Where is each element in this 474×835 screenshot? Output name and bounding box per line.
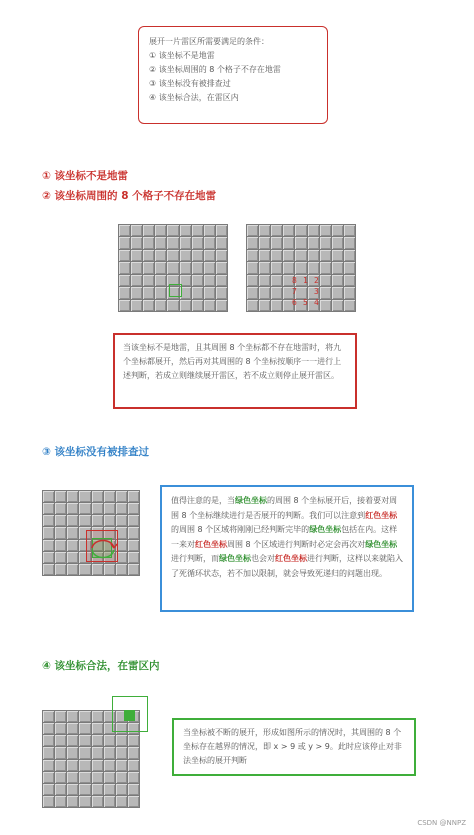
note-segment: 周围 8 个区域进行判断时必定会再次对 (227, 539, 366, 549)
grid-cell (43, 711, 54, 722)
grid-cell (192, 275, 203, 286)
grid-cell (308, 225, 319, 236)
grid-cell (128, 760, 139, 771)
grid-cell (216, 300, 227, 311)
grid-cell (43, 760, 54, 771)
grid-cell (55, 503, 66, 514)
grid-cell (79, 711, 90, 722)
grid-cell (104, 747, 115, 758)
grid-cell (283, 237, 294, 248)
grid-cell (247, 237, 258, 248)
grid-cell (55, 784, 66, 795)
grid-cell (67, 540, 78, 551)
grid-cell (67, 503, 78, 514)
grid-cell (116, 491, 127, 502)
grid-cell (332, 300, 343, 311)
grid-cell (43, 747, 54, 758)
heading-condition-1: ① 该坐标不是地雷 (42, 170, 129, 182)
grid-cell (332, 262, 343, 273)
grid-cell (55, 564, 66, 575)
grid-cell (131, 250, 142, 261)
heading-condition-3: ③ 该坐标没有被排查过 (42, 446, 150, 458)
grid-cell (55, 491, 66, 502)
grid-cell (116, 796, 127, 807)
grid-cell (216, 225, 227, 236)
grid-cell (167, 250, 178, 261)
grid-cell (55, 772, 66, 783)
grid-cell (143, 262, 154, 273)
grid-cell (180, 262, 191, 273)
grid-cell (167, 225, 178, 236)
grid-cell (295, 225, 306, 236)
grid-cell (43, 735, 54, 746)
grid-cell (332, 250, 343, 261)
grid-cell (283, 225, 294, 236)
grid-cell (55, 796, 66, 807)
note-segment: 进行判断，这样以来就陷入了死循环状态，若不加以限制，就会导致死递归的问题出现。 (171, 554, 403, 578)
grid-cell (155, 225, 166, 236)
grid-cell (128, 784, 139, 795)
grid-cell (116, 735, 127, 746)
grid-cell (67, 491, 78, 502)
grid-cell (259, 250, 270, 261)
grid-cell (295, 287, 306, 298)
grid-cell (344, 262, 355, 273)
intro-box (138, 26, 328, 124)
grid-cell (271, 250, 282, 261)
red-coordinate-term: 红色坐标 (275, 554, 307, 563)
grid-cell (320, 225, 331, 236)
note-box-condition-4 (172, 718, 416, 776)
grid-cell (43, 723, 54, 734)
grid-cell (167, 237, 178, 248)
grid-cell (271, 287, 282, 298)
grid-cell (92, 796, 103, 807)
grid-cell (332, 237, 343, 248)
grid-cell (143, 225, 154, 236)
grid-cell (344, 225, 355, 236)
heading-condition-4: ④ 该坐标合法，在雷区内 (42, 660, 160, 672)
grid-cell (247, 300, 258, 311)
grid-cell (131, 237, 142, 248)
note-text-condition-12: 当该坐标不是地雷，且其周围 8 个坐标都不存在地雷时，将九个坐标都展开，然后再对其周围的 8 个坐标按顺序一一进行上述判断，若成立则继续展开雷区，若不成立则停止展开雷区。 (123, 343, 342, 380)
grid-cell (143, 275, 154, 286)
grid-cell (67, 747, 78, 758)
green-coordinate-term: 绿色坐标 (365, 539, 398, 549)
grid-cell (204, 287, 215, 298)
grid-cell (155, 300, 166, 311)
grid-cell (92, 491, 103, 502)
grid-cell (119, 225, 130, 236)
grid-cell (92, 711, 103, 722)
grid-cell (92, 515, 103, 526)
grid-cell (167, 300, 178, 311)
grid-cell (180, 237, 191, 248)
grid-cell (116, 747, 127, 758)
grid-cell (67, 735, 78, 746)
grid-cell (143, 300, 154, 311)
intro-title: 展开一片雷区所需要满足的条件： (149, 37, 269, 46)
grid-cell (79, 747, 90, 758)
grid-cell (131, 275, 142, 286)
grid-cell (92, 760, 103, 771)
grid-cell (128, 747, 139, 758)
grid-cell (271, 275, 282, 286)
grid-cell (271, 300, 282, 311)
grid-cell (320, 275, 331, 286)
number-5: 5 (303, 298, 308, 307)
minefield-grid-a (118, 224, 228, 312)
grid-cell (320, 262, 331, 273)
loop-arrow-icon (86, 534, 120, 566)
grid-cell (55, 723, 66, 734)
grid-cell (116, 760, 127, 771)
grid-cell (128, 552, 139, 563)
grid-cell (271, 262, 282, 273)
grid-cell (259, 237, 270, 248)
grid-cell (167, 262, 178, 273)
grid-cell (344, 275, 355, 286)
grid-cell (128, 772, 139, 783)
heading-condition-2: ② 该坐标周围的 8 个格子不存在地雷 (42, 190, 217, 202)
grid-cell (92, 723, 103, 734)
grid-cell (216, 287, 227, 298)
grid-cell (259, 275, 270, 286)
grid-cell (79, 735, 90, 746)
green-highlight (169, 284, 182, 297)
grid-cell (43, 564, 54, 575)
grid-cell (308, 250, 319, 261)
grid-cell (131, 225, 142, 236)
grid-cell (204, 225, 215, 236)
grid-cell (344, 287, 355, 298)
note-text-condition-4: 当坐标被不断的展开，形成如图所示的情况时，其周围的 8 个坐标存在越界的情况，即 x > 9 或 y > 9。此时应该停止对非法坐标的展开判断 (183, 728, 402, 765)
grid-cell (344, 237, 355, 248)
grid-cell (67, 772, 78, 783)
red-coordinate-term: 红色坐标 (195, 539, 227, 549)
grid-cell (67, 552, 78, 563)
grid-cell (308, 262, 319, 273)
green-coordinate-term: 绿色坐标 (235, 496, 267, 505)
number-3: 3 (314, 287, 319, 296)
number-7: 7 (292, 287, 297, 296)
grid-cell (204, 237, 215, 248)
grid-cell (104, 772, 115, 783)
grid-cell (79, 491, 90, 502)
grid-cell (192, 225, 203, 236)
grid-cell (155, 237, 166, 248)
grid-cell (155, 275, 166, 286)
grid-cell (128, 515, 139, 526)
grid-cell (216, 250, 227, 261)
minefield-grid-b (246, 224, 356, 312)
grid-cell (259, 300, 270, 311)
grid-cell (43, 552, 54, 563)
grid-cell (79, 515, 90, 526)
grid-cell (143, 287, 154, 298)
grid-cell (128, 503, 139, 514)
grid-cell (43, 772, 54, 783)
grid-cell (283, 250, 294, 261)
red-coordinate-term: 红色坐标 (365, 510, 398, 520)
grid-cell (192, 250, 203, 261)
grid-cell (180, 250, 191, 261)
grid-cell (43, 796, 54, 807)
intro-item-3: ③ 该坐标没有被排查过 (149, 79, 231, 88)
number-4: 4 (314, 298, 319, 307)
grid-cell (247, 225, 258, 236)
grid-cell (43, 503, 54, 514)
grid-cell (204, 300, 215, 311)
grid-cell (180, 300, 191, 311)
grid-cell (92, 747, 103, 758)
grid-cell (344, 300, 355, 311)
grid-cell (143, 237, 154, 248)
grid-cell (104, 784, 115, 795)
grid-cell (116, 515, 127, 526)
grid-cell (204, 262, 215, 273)
grid-cell (67, 796, 78, 807)
watermark: CSDN @NNPZ (417, 819, 466, 827)
grid-cell (55, 515, 66, 526)
grid-cell (55, 735, 66, 746)
grid-cell (204, 275, 215, 286)
grid-cell (55, 760, 66, 771)
grid-cell (43, 784, 54, 795)
grid-cell (192, 287, 203, 298)
grid-cell (92, 735, 103, 746)
note-segment: 的周围 8 个区域将刚刚已经判断完毕的 (171, 525, 310, 534)
grid-cell (320, 250, 331, 261)
grid-cell (104, 760, 115, 771)
grid-cell (128, 540, 139, 551)
note-text-condition-3 (171, 494, 403, 581)
grid-cell (79, 760, 90, 771)
grid-cell (204, 250, 215, 261)
grid-cell (79, 772, 90, 783)
grid-cell (247, 287, 258, 298)
grid-cell (295, 262, 306, 273)
grid-cell (320, 287, 331, 298)
grid-cell (247, 250, 258, 261)
note-segment: 进行判断，而 (171, 554, 219, 563)
grid-cell (180, 225, 191, 236)
grid-cell (295, 237, 306, 248)
grid-cell (259, 262, 270, 273)
grid-cell (155, 262, 166, 273)
grid-cell (271, 237, 282, 248)
grid-cell (79, 503, 90, 514)
green-coordinate-term: 绿色坐标 (309, 525, 342, 534)
grid-cell (128, 735, 139, 746)
grid-cell (116, 784, 127, 795)
grid-cell (308, 237, 319, 248)
grid-cell (119, 287, 130, 298)
grid-cell (119, 300, 130, 311)
grid-cell (116, 503, 127, 514)
grid-cell (131, 262, 142, 273)
grid-cell (55, 747, 66, 758)
grid-cell (128, 564, 139, 575)
grid-cell (43, 527, 54, 538)
grid-cell (67, 784, 78, 795)
grid-cell (128, 491, 139, 502)
grid-cell (55, 552, 66, 563)
grid-cell (216, 262, 227, 273)
grid-cell (192, 262, 203, 273)
grid-cell (119, 237, 130, 248)
grid-cell (92, 772, 103, 783)
grid-cell (155, 287, 166, 298)
grid-cell (344, 250, 355, 261)
note-box-condition-3 (160, 485, 414, 612)
note-segment: 也会对 (251, 554, 275, 563)
grid-cell (104, 796, 115, 807)
intro-item-2: ② 该坐标周围的 8 个格子不存在地雷 (149, 65, 281, 74)
grid-cell (247, 275, 258, 286)
grid-cell (104, 515, 115, 526)
grid-cell (131, 300, 142, 311)
note-box-condition-12 (113, 333, 357, 409)
grid-cell (67, 711, 78, 722)
grid-cell (128, 527, 139, 538)
grid-cell (104, 735, 115, 746)
grid-cell (247, 262, 258, 273)
grid-cell (155, 250, 166, 261)
grid-cell (43, 540, 54, 551)
number-2: 2 (314, 276, 319, 285)
grid-cell (67, 760, 78, 771)
grid-cell (67, 527, 78, 538)
grid-cell (283, 262, 294, 273)
grid-cell (55, 540, 66, 551)
green-coordinate-term: 绿色坐标 (219, 554, 251, 563)
grid-cell (55, 527, 66, 538)
grid-cell (116, 772, 127, 783)
grid-cell (79, 796, 90, 807)
grid-cell (216, 275, 227, 286)
green-cell-highlight (124, 710, 135, 721)
grid-cell (320, 237, 331, 248)
intro-item-4: ④ 该坐标合法，在雷区内 (149, 93, 239, 102)
grid-cell (332, 225, 343, 236)
grid-cell (67, 515, 78, 526)
grid-cell (79, 723, 90, 734)
grid-cell (320, 300, 331, 311)
number-1: 1 (303, 276, 308, 285)
grid-cell (55, 711, 66, 722)
grid-cell (332, 287, 343, 298)
grid-cell (119, 262, 130, 273)
grid-cell (143, 250, 154, 261)
grid-cell (259, 225, 270, 236)
number-8: 8 (292, 276, 297, 285)
grid-cell (192, 300, 203, 311)
grid-cell (119, 250, 130, 261)
grid-cell (92, 784, 103, 795)
grid-cell (104, 503, 115, 514)
note-segment: 的周围 8 个坐标展开后，接着要对周围 8 个坐标继续进行是否展开的判断。我们可以注意到 (171, 496, 398, 520)
grid-cell (67, 723, 78, 734)
grid-cell (216, 237, 227, 248)
note-segment: 包括在内。这样一来对 (171, 525, 398, 549)
intro-item-1: ① 该坐标不是地雷 (149, 51, 215, 60)
grid-cell (79, 784, 90, 795)
grid-cell (67, 564, 78, 575)
grid-cell (131, 287, 142, 298)
grid-cell (92, 503, 103, 514)
grid-cell (128, 796, 139, 807)
grid-cell (43, 491, 54, 502)
grid-cell (259, 287, 270, 298)
note-segment: 值得注意的是，当 (171, 496, 235, 505)
grid-cell (295, 250, 306, 261)
grid-cell (119, 275, 130, 286)
grid-cell (332, 275, 343, 286)
grid-cell (192, 237, 203, 248)
grid-cell (271, 225, 282, 236)
grid-cell (104, 491, 115, 502)
number-6: 6 (292, 298, 297, 307)
grid-cell (43, 515, 54, 526)
